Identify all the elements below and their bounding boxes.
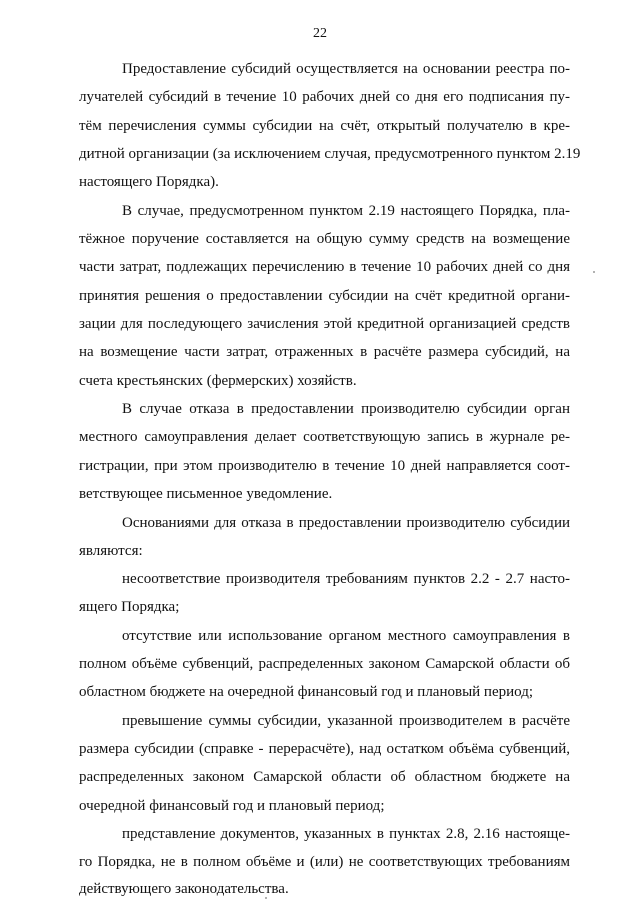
text-line: полном объёме субвенций, распределенных законом Самарской области об	[79, 656, 570, 672]
text-line: В случае, предусмотренном пунктом 2.19 настоящего Порядка, пла-	[122, 203, 570, 219]
text-line: тёжное поручение составляется на общую сумму средств на возмещение	[79, 231, 570, 247]
text-line: тём перечисления суммы субсидии на счёт, открытый получателю в кре-	[79, 118, 570, 134]
text-line: на возмещение части затрат, отраженных в расчёте размера субсидий, на	[79, 344, 570, 360]
text-line: дитной организации (за исключением случая, предусмотренного пунктом 2.19	[79, 146, 581, 162]
text-line: распределенных законом Самарской области об областном бюджете на	[79, 769, 570, 785]
text-line: местного самоуправления делает соответствующую запись в журнале ре-	[79, 429, 570, 445]
text-line: несоответствие производителя требованиям пунктов 2.2 - 2.7 насто-	[122, 571, 570, 587]
scan-speck	[265, 897, 267, 899]
text-line: счета крестьянских (фермерских) хозяйств.	[79, 373, 357, 389]
text-line: ящего Порядка;	[79, 599, 180, 615]
text-line: принятия решения о предоставлении субсидии на счёт кредитной органи-	[79, 288, 570, 304]
text-line: ветствующее письменное уведомление.	[79, 486, 333, 502]
text-line: размера субсидии (справке - перерасчёте), над остатком объёма субвенций,	[79, 741, 570, 757]
text-line: настоящего Порядка).	[79, 174, 219, 190]
text-line: превышение суммы субсидии, указанной производителем в расчёте	[122, 713, 570, 729]
text-line: лучателей субсидий в течение 10 рабочих дней со дня его подписания пу-	[79, 89, 570, 105]
text-line: действующего законодательства.	[79, 881, 289, 897]
text-line: представление документов, указанных в пунктах 2.8, 2.16 настояще-	[122, 826, 570, 842]
text-line: отсутствие или использование органом местного самоуправления в	[122, 628, 570, 644]
text-line: зации для последующего зачисления этой кредитной организацией средств	[79, 316, 570, 332]
text-line: областном бюджете на очередной финансовый год и плановый период;	[79, 684, 534, 700]
text-line: Предоставление субсидий осуществляется на основании реестра по-	[122, 61, 570, 77]
text-line: очередной финансовый год и плановый период;	[79, 798, 385, 814]
text-line: В случае отказа в предоставлении производителю субсидии орган	[122, 401, 570, 417]
text-line: являются:	[79, 543, 143, 559]
scan-speck	[593, 271, 595, 273]
text-line: гистрации, при этом производителю в течение 10 дней направляется соот-	[79, 458, 570, 474]
text-line: го Порядка, не в полном объёме и (или) не соответствующих требованиям	[79, 854, 570, 870]
text-line: Основаниями для отказа в предоставлении производителю субсидии	[122, 515, 570, 531]
text-line: части затрат, подлежащих перечислению в течение 10 рабочих дней со дня	[79, 259, 570, 275]
page-number: 22	[313, 26, 327, 41]
